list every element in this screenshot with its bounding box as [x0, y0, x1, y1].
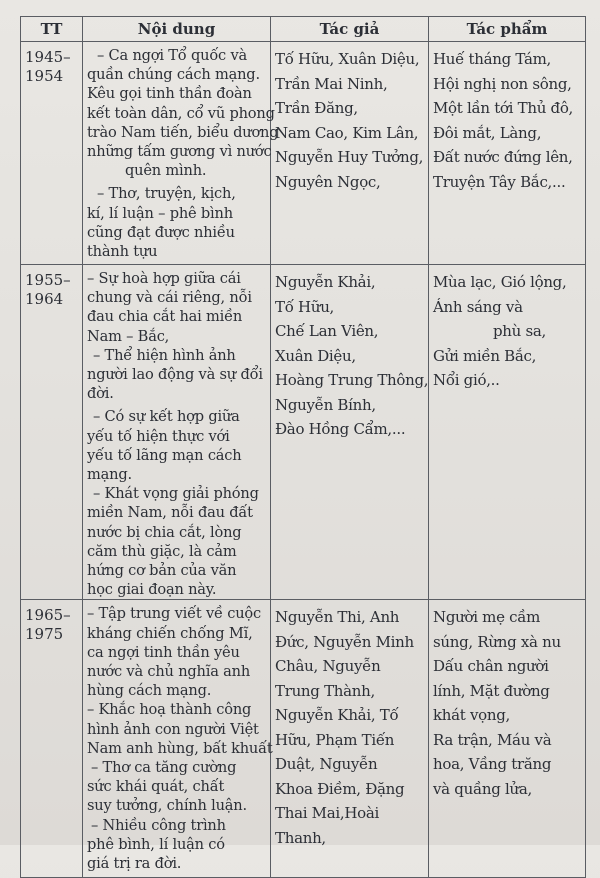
header-tac-gia: Tác giả	[271, 17, 429, 42]
work-line: Mùa lạc, Gió lộng,	[433, 273, 567, 291]
author-cell	[271, 265, 429, 600]
period-cell	[21, 600, 83, 878]
header-tac-pham: Tác phẩm	[429, 17, 586, 42]
content-line: Kêu gọi tinh thần đoàn	[87, 85, 252, 103]
content-line: giá trị ra đời.	[87, 855, 182, 873]
content-line: nước bị chia cắt, lòng	[87, 523, 242, 541]
author-cell	[271, 42, 429, 265]
literature-periods-table	[20, 16, 586, 878]
table-row	[21, 600, 586, 878]
author-line: Chế Lan Viên,	[275, 322, 379, 340]
author-line: Khoa Điềm, Đặng	[275, 779, 405, 798]
content-cell	[83, 600, 271, 878]
content-line: quên mình.	[125, 162, 207, 180]
author-line: Nguyễn Thi, Anh	[275, 608, 400, 627]
content-line: miền Nam, nỗi đau đất	[87, 504, 253, 522]
work-line: Đất nước đứng lên,	[433, 148, 573, 166]
work-line: Dấu chân người	[433, 657, 549, 676]
work-line: Truyện Tây Bắc,...	[433, 172, 566, 191]
content-cell	[83, 42, 279, 265]
period-line: 1954	[25, 67, 64, 85]
author-line: Nguyễn Bính,	[275, 395, 376, 414]
author-line: Nguyên Ngọc,	[275, 172, 381, 191]
work-line: Nổi gió,..	[433, 371, 500, 389]
author-line: Xuân Diệu,	[275, 346, 356, 365]
period-line: 1955–	[25, 271, 71, 289]
period-line: 1945–	[25, 48, 71, 66]
work-line: Một lần tới Thủ đô,	[433, 99, 574, 117]
content-line: căm thù giặc, là cảm	[87, 542, 237, 560]
content-line: – Thơ, truyện, kịch,	[97, 185, 236, 203]
work-cell	[429, 42, 586, 265]
content-line: – Thơ ca tăng cường	[91, 759, 237, 777]
header-noi-dung: Nội dung	[83, 17, 271, 42]
author-line: Tố Hữu, Xuân Diệu,	[275, 50, 420, 68]
author-line: Nguyễn Khải, Tố	[275, 706, 399, 725]
period-cell	[21, 42, 83, 265]
content-line: – Khắc hoạ thành công	[87, 701, 252, 719]
author-line: Hoàng Trung Thông,	[275, 371, 429, 389]
content-line: hình ảnh con người Việt	[87, 720, 259, 738]
author-line: Nam Cao, Kim Lân,	[275, 123, 419, 142]
table-header-row	[21, 17, 586, 42]
content-line: suy tưởng, chính luận.	[87, 797, 247, 815]
content-line: học giai đoạn này.	[87, 581, 217, 599]
content-line: chung và cái riêng, nỗi	[87, 289, 252, 307]
content-line: hùng cách mạng.	[87, 682, 212, 700]
work-line: Đôi mắt, Làng,	[433, 123, 542, 142]
content-line: người lao động và sự đổi	[87, 366, 263, 384]
content-line: mạng.	[87, 466, 132, 484]
content-line: phê bình, lí luận có	[87, 835, 225, 853]
work-line: Huế tháng Tám,	[433, 50, 551, 68]
work-cell	[429, 265, 586, 600]
content-line: – Nhiều công trình	[91, 816, 226, 834]
work-line: Ánh sáng và	[433, 297, 523, 316]
author-line: Nguyễn Khải,	[275, 273, 376, 291]
work-line: Gửi miền Bắc,	[433, 346, 537, 365]
content-line: sức khái quát, chất	[87, 778, 225, 796]
author-line: Đào Hồng Cẩm,...	[275, 420, 406, 438]
period-line: 1965–	[25, 606, 71, 625]
author-line: Thanh,	[275, 828, 326, 847]
author-line: Hữu, Phạm Tiến	[275, 730, 395, 749]
content-line: những tấm gương vì nước	[87, 143, 272, 161]
content-line: – Ca ngợi Tổ quốc và	[97, 47, 248, 64]
work-line: hoa, Vầng trăng	[433, 755, 552, 774]
content-line: – Thể hiện hình ảnh	[93, 346, 236, 364]
content-line: cũng đạt được nhiều	[87, 223, 235, 241]
table-row	[21, 265, 586, 600]
work-line: Hội nghị non sông,	[433, 74, 572, 93]
content-line: đời.	[87, 385, 114, 403]
work-line: và quầng lửa,	[433, 779, 532, 798]
content-line: – Tập trung viết về cuộc	[87, 605, 261, 623]
work-line: Người mẹ cầm	[433, 608, 541, 627]
content-line: kí, lí luận – phê bình	[87, 204, 233, 222]
content-line: đau chia cắt hai miền	[87, 308, 243, 326]
table-row	[21, 42, 586, 265]
author-cell	[271, 600, 429, 878]
content-line: Nam – Bắc,	[87, 327, 170, 345]
work-line: lính, Mặt đường	[433, 681, 550, 700]
content-line: hứng cơ bản của văn	[87, 562, 237, 580]
content-line: yếu tố lãng mạn cách	[87, 446, 242, 464]
work-cell	[429, 600, 586, 878]
content-line: – Khát vọng giải phóng	[93, 485, 259, 503]
content-line: kháng chiến chống Mĩ,	[87, 624, 253, 642]
content-line: quần chúng cách mạng.	[87, 66, 260, 84]
content-cell	[83, 265, 271, 600]
period-line: 1964	[25, 290, 64, 308]
author-line: Nguyễn Huy Tưởng,	[275, 148, 424, 166]
period-cell	[21, 265, 83, 600]
work-line: Ra trận, Máu và	[433, 730, 552, 749]
author-line: Đức, Nguyễn Minh	[275, 632, 414, 651]
content-line: trào Nam tiến, biểu dương	[87, 123, 279, 141]
header-tt: TT	[21, 17, 83, 42]
author-line: Trần Đăng,	[275, 99, 358, 117]
content-line: Nam anh hùng, bất khuất	[87, 739, 273, 757]
content-line: – Sự hoà hợp giữa cái	[87, 270, 241, 287]
work-line: khát vọng,	[433, 706, 511, 725]
content-line: yếu tố hiện thực với	[87, 427, 230, 445]
content-line: – Có sự kết hợp giữa	[93, 408, 240, 426]
work-line: súng, Rừng xà nu	[433, 632, 561, 651]
content-line: nước và chủ nghĩa anh	[87, 663, 251, 681]
work-line: phù sa,	[493, 322, 547, 340]
author-line: Duật, Nguyễn	[275, 755, 378, 774]
author-line: Thai Mai,Hoài	[275, 804, 379, 823]
content-line: ca ngợi tinh thần yêu	[87, 643, 240, 661]
content-line: kết toàn dân, cổ vũ phong	[87, 104, 275, 122]
author-line: Trần Mai Ninh,	[275, 74, 388, 93]
author-line: Châu, Nguyễn	[275, 657, 381, 676]
period-line: 1975	[25, 625, 64, 644]
author-line: Trung Thành,	[275, 681, 375, 700]
author-line: Tố Hữu,	[275, 297, 335, 316]
content-line: thành tựu	[87, 243, 158, 261]
